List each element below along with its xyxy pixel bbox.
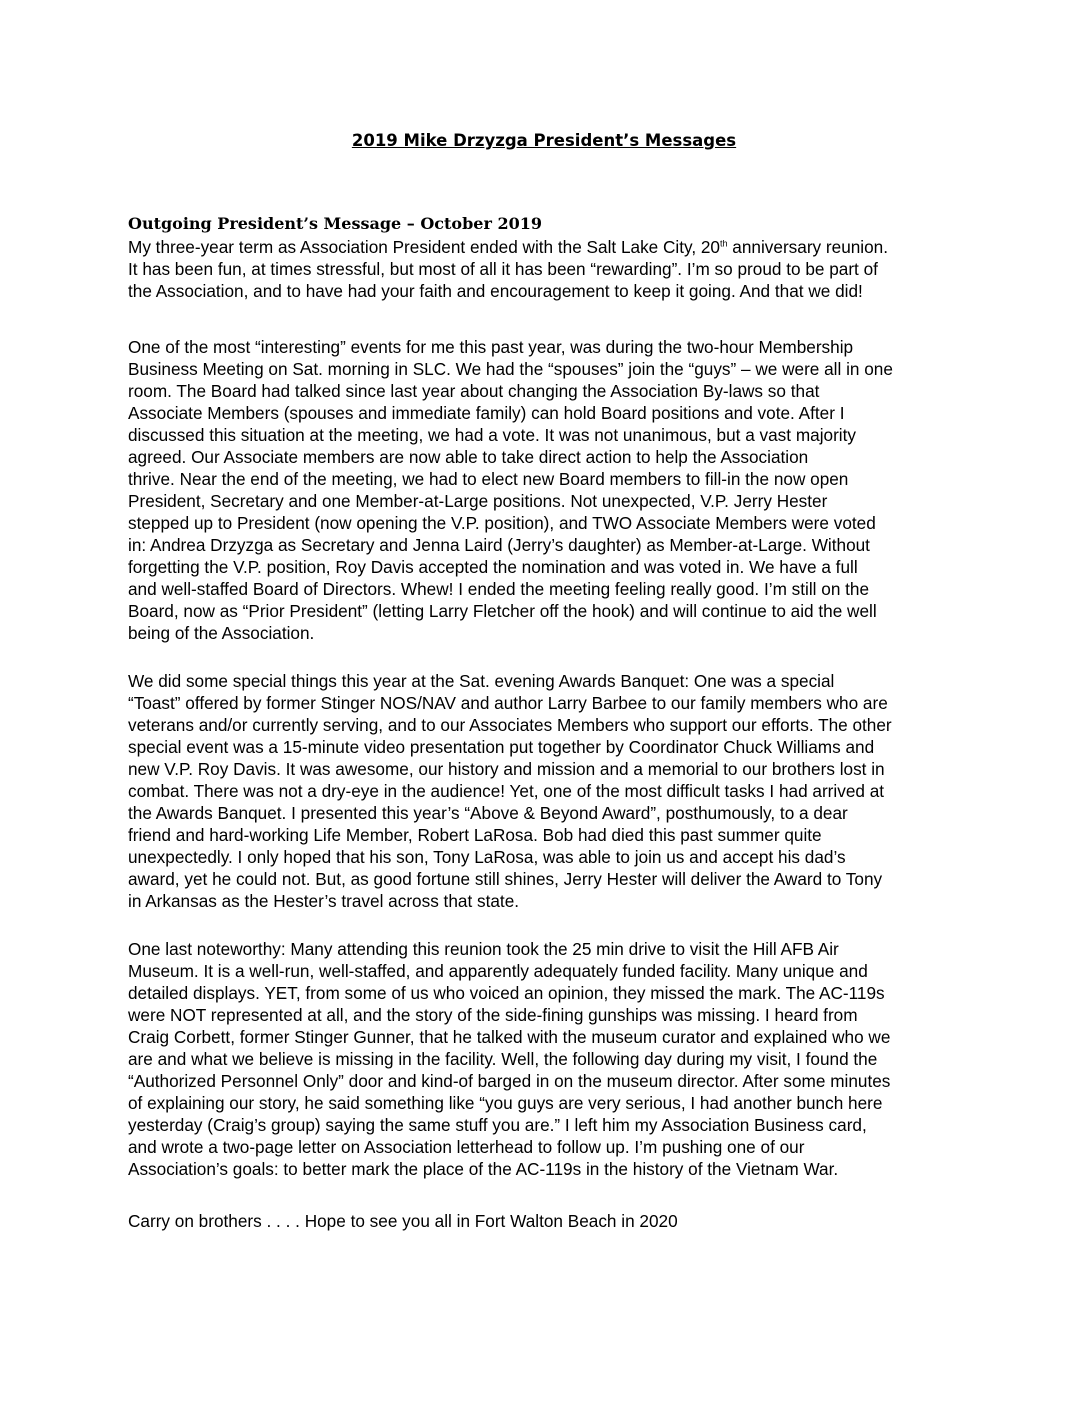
text-line: combat. There was not a dry-eye in the audience! Yet, one of the most difficult tasks I had arrived at: [128, 781, 885, 801]
text-line: Museum. It is a well-run, well-staffed, and apparently adequately funded facility. Many unique and: [128, 961, 868, 981]
text-line: the Awards Banquet. I presented this year’s “Above & Beyond Award”, posthumously, to a dear: [128, 803, 848, 823]
text-line: detailed displays. YET, from some of us who voiced an opinion, they missed the mark. The AC-119s: [128, 983, 885, 1003]
text-line: stepped up to President (now opening the V.P. position), and TWO Associate Members were voted: [128, 513, 876, 533]
text-line: President, Secretary and one Member-at-Large positions. Not unexpected, V.P. Jerry Hester: [128, 491, 828, 511]
text-line: One of the most “interesting” events for me this past year, was during the two-hour Membership: [128, 337, 854, 357]
text-line: new V.P. Roy Davis. It was awesome, our history and mission and a memorial to our brothers lost in: [128, 759, 885, 779]
text-line: Board, now as “Prior President” (letting Larry Fletcher off the hook) and will continue to aid the well: [128, 601, 877, 621]
text-line: Craig Corbett, former Stinger Gunner, that he talked with the museum curator and explained who we: [128, 1027, 891, 1047]
text-line: being of the Association.: [128, 623, 315, 643]
text-line: award, yet he could not. But, as good fortune still shines, Jerry Hester will deliver the Award to Tony: [128, 869, 883, 889]
text-line: Association’s goals: to better mark the place of the AC-119s in the history of the Vietnam War.: [128, 1159, 839, 1179]
text-line: Associate Members (spouses and immediate family) can hold Board positions and vote. After I: [128, 403, 845, 423]
text-line: My three-year term as Association President ended with the Salt Lake City, 20th anniversary reunion.: [128, 237, 889, 257]
text-line: It has been fun, at times stressful, but most of all it has been “rewarding”. I’m so proud to be part of: [128, 259, 878, 279]
text-line: unexpectedly. I only hoped that his son, Tony LaRosa, was able to join us and accept his dad’s: [128, 847, 846, 867]
text-line: forgetting the V.P. position, Roy Davis accepted the nomination and was voted in. We have a full: [128, 557, 858, 577]
ordinal-superscript: th: [720, 238, 728, 249]
text-line: were NOT represented at all, and the story of the side-fining gunships was missing. I heard from: [128, 1005, 858, 1025]
text-line: One last noteworthy: Many attending this reunion took the 25 min drive to visit the Hill AFB Air: [128, 939, 839, 959]
text-line: Business Meeting on Sat. morning in SLC. We had the “spouses” join the “guys” – we were all in one: [128, 359, 893, 379]
text-line: discussed this situation at the meeting, we had a vote. It was not unanimous, but a vast majority: [128, 425, 856, 445]
section-heading: Outgoing President’s Message – October 2019: [128, 214, 542, 233]
text-line: special event was a 15-minute video presentation put together by Coordinator Chuck Williams and: [128, 737, 875, 757]
paragraph-closing: [128, 1210, 974, 1232]
text-line: thrive. Near the end of the meeting, we had to elect new Board members to fill-in the now open: [128, 469, 849, 489]
text-line: friend and hard-working Life Member, Robert LaRosa. Bob had died this past summer quite: [128, 825, 822, 845]
text-line: and well-staffed Board of Directors. Whew! I ended the meeting feeling really good. I’m still on the: [128, 579, 870, 599]
paragraph-business-meeting: [128, 336, 974, 644]
paragraph-intro: [128, 236, 974, 302]
paragraph-museum-visit: [128, 938, 974, 1180]
text-line: veterans and/or currently serving, and to our Associates Members who support our efforts. The other: [128, 715, 892, 735]
text-line: in Arkansas as the Hester’s travel across that state.: [128, 891, 520, 911]
page-title: 2019 Mike Drzyzga President’s Messages: [351, 131, 737, 150]
text-line: are and what we believe is missing in the facility. Well, the following day during my visit, I found the: [128, 1049, 878, 1069]
text-line: in: Andrea Drzyzga as Secretary and Jenna Laird (Jerry’s daughter) as Member-at-Large. Without: [128, 535, 870, 555]
text-line: We did some special things this year at the Sat. evening Awards Banquet: One was a special: [128, 671, 835, 691]
text-line: room. The Board had talked since last year about changing the Association By-laws so that: [128, 381, 820, 401]
text-line: yesterday (Craig’s group) saying the same stuff you are.” I left him my Association Business card,: [128, 1115, 867, 1135]
text-line: the Association, and to have had your faith and encouragement to keep it going. And that we did!: [128, 281, 863, 301]
text-line: and wrote a two-page letter on Association letterhead to follow up. I’m pushing one of our: [128, 1137, 805, 1157]
text-line: “Authorized Personnel Only” door and kind-of barged in on the museum director. After some minutes: [128, 1071, 891, 1091]
text-line: agreed. Our Associate members are now able to take direct action to help the Association: [128, 447, 809, 467]
paragraph-awards-banquet: [128, 670, 974, 912]
text-line: of explaining our story, he said something like “you guys are very serious, I had another bunch here: [128, 1093, 883, 1113]
text-line: Carry on brothers . . . . Hope to see you all in Fort Walton Beach in 2020: [128, 1211, 678, 1231]
text-line: “Toast” offered by former Stinger NOS/NAV and author Larry Barbee to our family members who are: [128, 693, 888, 713]
